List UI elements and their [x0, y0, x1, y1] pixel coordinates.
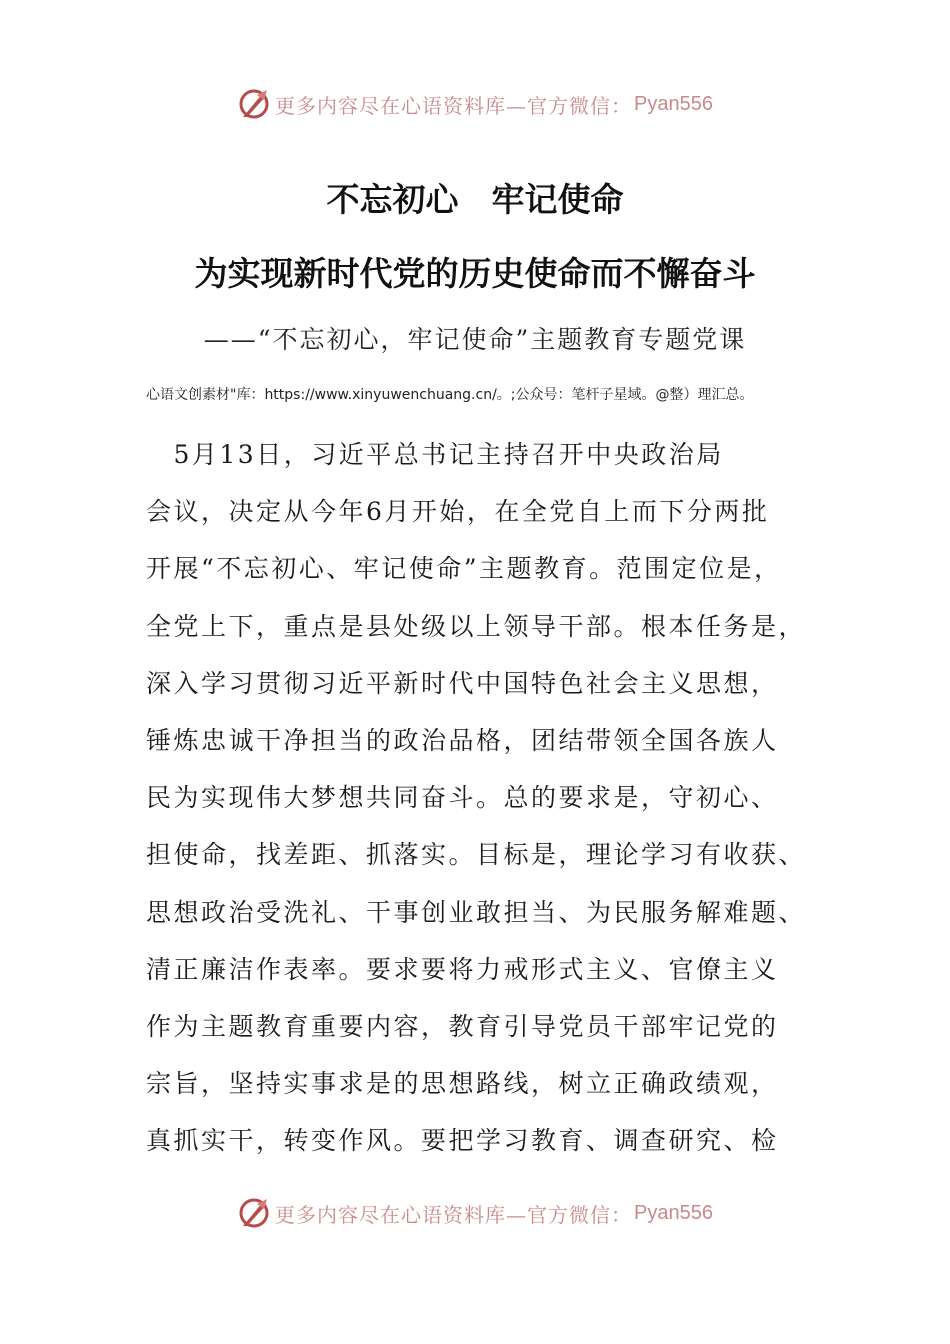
body-line: 民为实现伟大梦想共同奋斗。总的要求是，守初心、 — [146, 783, 779, 813]
document-title-line-1: 不忘初心 牢记使命 — [326, 180, 624, 219]
body-line: 思想政治受洗礼、干事创业敢担当、为民服务解难题、 — [146, 897, 807, 927]
body-line: 全党上下，重点是县处级以上领导干部。根本任务是， — [146, 611, 807, 641]
body-line: 开展“不忘初心、牢记使命”主题教育。范围定位是， — [146, 554, 782, 584]
document-subtitle: ——“不忘初心，牢记使命”主题教育专题党课 — [203, 325, 747, 354]
body-line: 清正廉洁作表率。要求要将力戒形式主义、官僚主义 — [146, 954, 779, 984]
body-line: 宗旨，坚持实事求是的思想路线，树立正确政绩观， — [146, 1069, 779, 1099]
quill-logo-icon — [237, 87, 271, 121]
body-line: 深入学习贯彻习近平新时代中国特色社会主义思想， — [146, 668, 779, 698]
body-line: 5月13日，习近平总书记主持召开中央政治局 — [146, 440, 724, 469]
document-title-line-2: 为实现新时代党的历史使命而不懈奋斗 — [194, 254, 756, 293]
header-banner-text: 更多内容尽在心语资料库—官方微信： — [275, 93, 633, 118]
footer-banner-wechat-id: Pyan556 — [634, 1201, 713, 1224]
body-line: 作为主题教育重要内容，教育引导党员干部牢记党的 — [146, 1011, 779, 1041]
body-line: 锤炼忠诚干净担当的政治品格，团结带领全国各族人 — [146, 725, 779, 755]
header-banner-wechat-id: Pyan556 — [634, 92, 713, 115]
body-paragraph — [146, 426, 826, 1169]
body-line: 会议，决定从今年6月开始，在全党自上而下分两批 — [146, 497, 770, 527]
footer-banner-text: 更多内容尽在心语资料库—官方微信： — [275, 1202, 633, 1227]
body-line: 真抓实干，转变作风。要把学习教育、调查研究、检 — [146, 1126, 779, 1156]
footer-banner — [0, 1193, 950, 1233]
header-banner — [0, 84, 950, 124]
source-note: 心语文创素材"库：https://www.xinyuwenchuang.cn/。;公众号：笔杆子星域。@整）理汇总。 — [146, 387, 754, 403]
quill-logo-icon — [237, 1196, 271, 1230]
body-line: 担使命，找差距、抓落实。目标是，理论学习有收获、 — [146, 840, 807, 870]
